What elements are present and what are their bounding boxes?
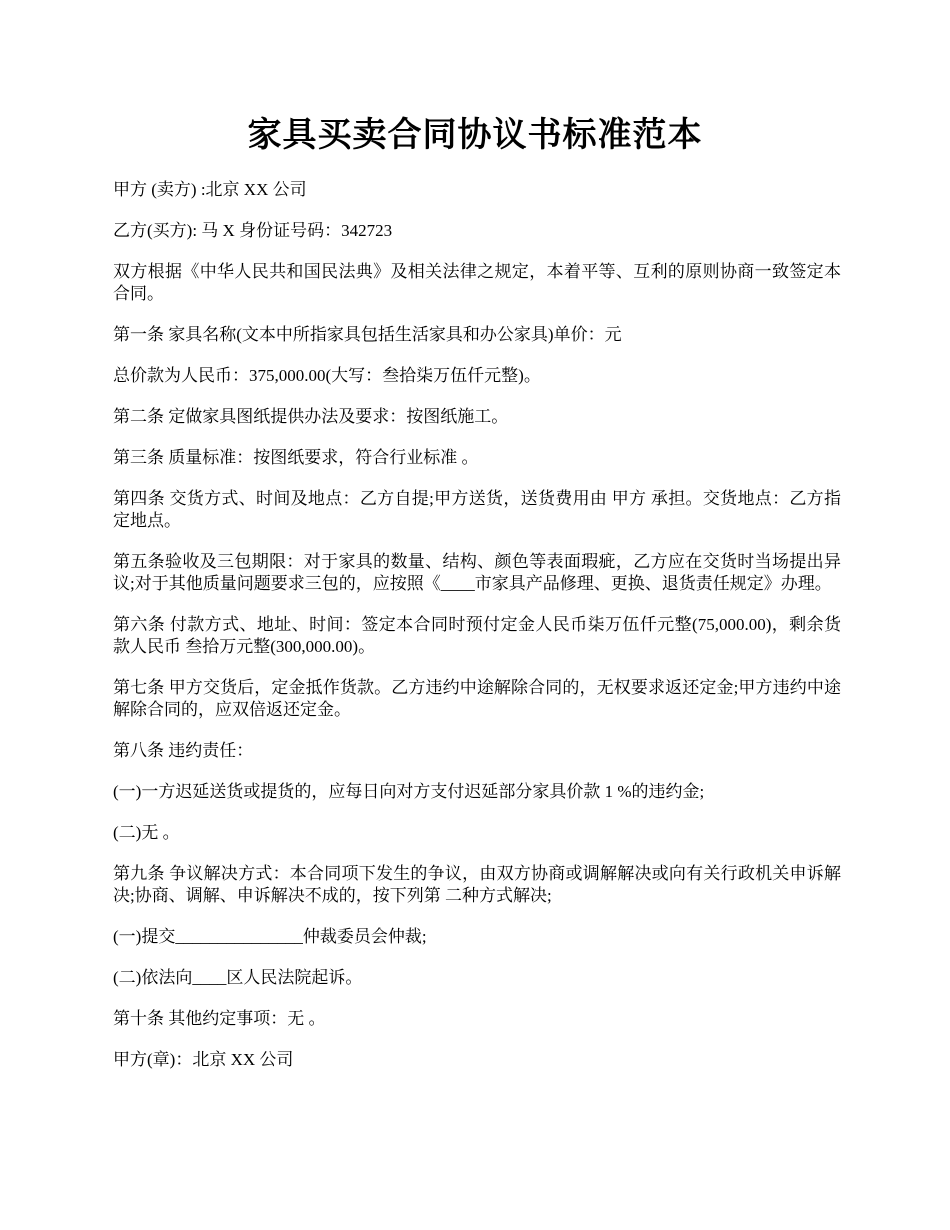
article-9-item-1: (一)提交_______________仲裁委员会仲裁; — [113, 927, 427, 946]
party-a-seal-line: 甲方(章)：北京 XX 公司 — [113, 1050, 294, 1069]
article-2-paragraph: 第二条 定做家具图纸提供办法及要求：按图纸施工。 — [113, 407, 509, 426]
article-5-paragraph: 第五条验收及三包期限：对于家具的数量、结构、颜色等表面瑕疵，乙方应在交货时当场提出异议;对于其他质量问题要求三包的，应按照《____市家具产品修理、更换、退货责任规定》办理。 — [113, 552, 841, 593]
party-a-line: 甲方 (卖方) :北京 XX 公司 — [113, 180, 307, 199]
document-body — [113, 179, 841, 1090]
article-4-paragraph: 第四条 交货方式、时间及地点：乙方自提;甲方送货，送货费用由 甲方 承担。交货地点：乙方指定地点。 — [113, 489, 841, 530]
document-title: 家具买卖合同协议书标准范本 — [247, 117, 703, 154]
total-price-paragraph: 总价款为人民币：375,000.00(大写：叁拾柒万伍仟元整)。 — [113, 366, 541, 385]
article-8-heading: 第八条 违约责任： — [113, 741, 254, 760]
article-6-paragraph: 第六条 付款方式、地址、时间：签定本合同时预付定金人民币柒万伍仟元整(75,000.00)，剩余货款人民币 叁拾万元整(300,000.00)。 — [113, 615, 841, 656]
article-8-item-1: (一)一方迟延送货或提货的，应每日向对方支付迟延部分家具价款 1 %的违约金; — [113, 782, 705, 801]
article-8-item-2: (二)无 。 — [113, 823, 180, 842]
article-9-paragraph: 第九条 争议解决方式：本合同项下发生的争议，由双方协商或调解解决或向有关行政机关申诉解决;协商、调解、申诉解决不成的，按下列第 二种方式解决; — [113, 864, 841, 905]
party-b-line: 乙方(买方): 马 X 身份证号码：342723 — [113, 221, 393, 240]
article-3-paragraph: 第三条 质量标准：按图纸要求，符合行业标准 。 — [113, 448, 479, 467]
article-9-item-2: (二)依法向____区人民法院起诉。 — [113, 968, 363, 987]
article-1-paragraph: 第一条 家具名称(文本中所指家具包括生活家具和办公家具)单价：元 — [113, 325, 622, 344]
article-10-paragraph: 第十条 其他约定事项：无 。 — [113, 1009, 326, 1028]
article-7-paragraph: 第七条 甲方交货后，定金抵作货款。乙方违约中途解除合同的，无权要求返还定金;甲方违约中途解除合同的，应双倍返还定金。 — [113, 678, 841, 719]
preamble-paragraph: 双方根据《中华人民共和国民法典》及相关法律之规定，本着平等、互利的原则协商一致签定本合同。 — [113, 262, 841, 303]
